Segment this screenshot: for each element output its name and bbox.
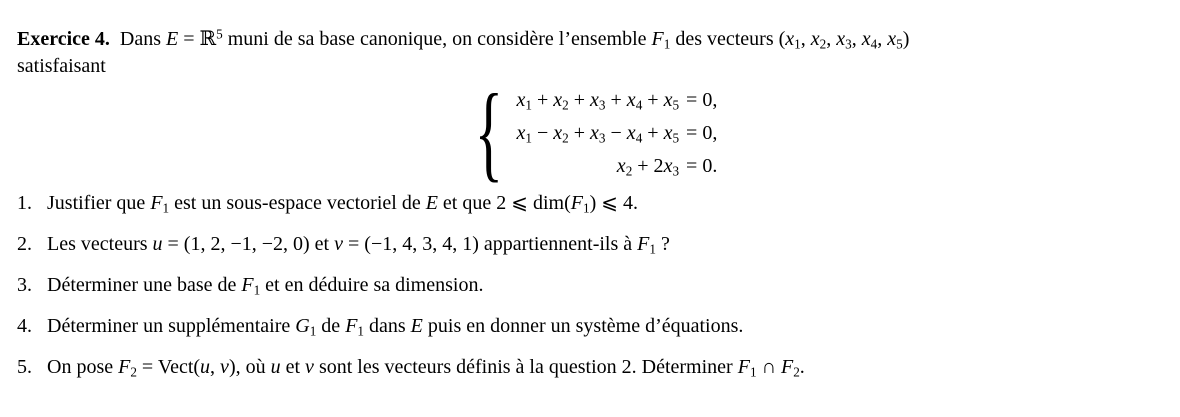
text-segment: v bbox=[220, 356, 229, 378]
text-segment: E bbox=[425, 192, 438, 214]
question-list bbox=[17, 190, 1163, 381]
text-segment: x bbox=[810, 28, 820, 50]
equation-row-3 bbox=[517, 150, 718, 183]
question-1-number: 1. bbox=[17, 192, 32, 214]
text-segment: = 0, bbox=[686, 88, 718, 111]
question-3-number: 3. bbox=[17, 274, 32, 296]
text-segment: 1 bbox=[794, 36, 801, 52]
text-segment: + bbox=[568, 88, 591, 111]
text-segment: x bbox=[626, 88, 636, 111]
text-segment: muni de sa base canonique, on considère l’ensemble bbox=[222, 28, 652, 50]
text-segment: 2 bbox=[562, 97, 569, 113]
question-1-text bbox=[47, 190, 1163, 217]
text-segment: x bbox=[553, 88, 563, 111]
text-segment: x bbox=[663, 154, 673, 177]
text-segment: 5 bbox=[672, 130, 680, 146]
text-segment: 1 bbox=[309, 323, 317, 339]
text-segment: 5 bbox=[216, 26, 223, 42]
text-segment: F bbox=[570, 192, 583, 214]
question-item-4 bbox=[17, 313, 1163, 340]
text-segment: 1 bbox=[162, 200, 170, 216]
text-segment: E bbox=[166, 28, 179, 50]
text-segment: x bbox=[516, 88, 526, 111]
text-segment: = bbox=[178, 28, 200, 50]
text-segment: F bbox=[241, 274, 254, 296]
statement-line-1 bbox=[17, 26, 1163, 53]
text-segment: x bbox=[516, 121, 526, 144]
text-segment: est un sous-espace vectoriel de bbox=[169, 192, 426, 214]
question-4-text bbox=[47, 313, 1163, 340]
equation-2-lhs bbox=[517, 117, 680, 150]
text-segment: G bbox=[295, 315, 310, 337]
text-segment: et bbox=[280, 356, 306, 378]
text-segment: 4 bbox=[635, 130, 643, 146]
text-segment: u bbox=[152, 233, 163, 255]
text-segment: de bbox=[316, 315, 346, 337]
text-segment: , bbox=[210, 356, 221, 378]
text-segment: , bbox=[851, 28, 862, 50]
system-left-brace: { bbox=[474, 73, 503, 192]
text-segment: 1 bbox=[357, 323, 364, 339]
text-segment: Déterminer une base de bbox=[47, 274, 242, 296]
text-segment: + bbox=[568, 121, 591, 144]
equation-1-rhs bbox=[679, 84, 717, 117]
text-segment: , bbox=[800, 28, 811, 50]
text-segment: 3 bbox=[672, 163, 680, 179]
text-segment: Exercice 4. bbox=[17, 28, 110, 50]
equation-row-1 bbox=[517, 84, 718, 117]
text-segment: x bbox=[836, 28, 846, 50]
text-segment: x bbox=[553, 121, 563, 144]
text-segment: 1 bbox=[253, 282, 261, 298]
text-segment: des vecteurs ( bbox=[670, 28, 786, 50]
text-segment: 1 bbox=[749, 364, 757, 380]
text-segment: = 0. bbox=[686, 154, 718, 177]
text-segment: 1 bbox=[582, 200, 590, 216]
text-segment: x bbox=[626, 121, 636, 144]
text-segment: 1 bbox=[663, 36, 671, 52]
text-segment: F bbox=[637, 233, 650, 255]
question-5-text bbox=[47, 354, 1163, 381]
text-segment: Dans bbox=[109, 28, 167, 50]
text-segment: 2 bbox=[819, 36, 827, 52]
text-segment: = 0, bbox=[686, 121, 718, 144]
text-segment: On pose bbox=[47, 356, 119, 378]
text-segment: u bbox=[200, 356, 211, 378]
text-segment: Déterminer un supplémentaire bbox=[47, 315, 296, 337]
text-segment: Justifier que bbox=[47, 192, 151, 214]
question-2-text bbox=[47, 231, 1163, 258]
question-item-1 bbox=[17, 190, 1163, 217]
equation-3-lhs bbox=[517, 150, 680, 183]
text-segment: Les vecteurs bbox=[47, 233, 153, 255]
question-3-text bbox=[47, 272, 1163, 299]
equation-row-2 bbox=[517, 117, 718, 150]
text-segment: F bbox=[150, 192, 163, 214]
text-segment: ℝ bbox=[199, 28, 217, 50]
equation-2-rhs bbox=[679, 117, 717, 150]
text-segment: + bbox=[605, 88, 627, 111]
question-item-5 bbox=[17, 354, 1163, 381]
equation-system bbox=[17, 73, 1163, 192]
text-segment: u bbox=[270, 356, 281, 378]
text-segment: + bbox=[642, 88, 664, 111]
text-segment: et en déduire sa dimension. bbox=[260, 274, 484, 296]
text-segment: x bbox=[590, 121, 599, 144]
text-segment: − bbox=[531, 121, 554, 144]
text-segment: 1 bbox=[649, 241, 656, 257]
text-segment: + bbox=[642, 121, 664, 144]
text-segment: F bbox=[651, 28, 664, 50]
question-5-number: 5. bbox=[17, 356, 32, 378]
text-segment: ) ⩽ 4. bbox=[589, 192, 638, 214]
text-segment: sont les vecteurs définis à la question 2. Déterminer bbox=[313, 356, 738, 378]
text-segment: 2 bbox=[793, 364, 800, 380]
text-segment: − bbox=[605, 121, 627, 144]
system-equations bbox=[517, 84, 718, 183]
text-segment: 3 bbox=[845, 36, 852, 52]
text-segment: = (1, 2, −1, −2, 0) et bbox=[162, 233, 335, 255]
text-segment: ) bbox=[902, 28, 910, 50]
text-segment: 3 bbox=[598, 97, 606, 113]
text-segment: ∩ bbox=[756, 356, 781, 378]
text-segment: E bbox=[410, 315, 423, 337]
text-segment: et que 2 ⩽ dim( bbox=[437, 192, 571, 214]
text-segment: = (−1, 4, 3, 4, 1) appartiennent-ils à bbox=[343, 233, 638, 255]
text-segment: 1 bbox=[525, 97, 532, 113]
text-segment: x bbox=[663, 88, 673, 111]
text-segment: x bbox=[785, 28, 795, 50]
text-segment: 4 bbox=[870, 36, 878, 52]
text-segment: x bbox=[861, 28, 871, 50]
text-segment: 1 bbox=[525, 130, 532, 146]
text-segment: 2 bbox=[625, 163, 633, 179]
text-segment: + 2 bbox=[632, 154, 664, 177]
text-segment: . bbox=[799, 356, 805, 378]
equation-1-lhs bbox=[517, 84, 680, 117]
question-2-number: 2. bbox=[17, 233, 32, 255]
text-segment: 3 bbox=[598, 130, 606, 146]
question-4-number: 4. bbox=[17, 315, 32, 337]
text-segment: F bbox=[737, 356, 750, 378]
text-segment: x bbox=[663, 121, 673, 144]
text-segment: ? bbox=[655, 233, 670, 255]
text-segment: dans bbox=[364, 315, 411, 337]
text-segment: 2 bbox=[562, 130, 569, 146]
text-segment: F bbox=[118, 356, 131, 378]
text-segment: 2 bbox=[130, 364, 137, 380]
text-segment: v bbox=[334, 233, 343, 255]
text-segment: + bbox=[531, 88, 554, 111]
text-segment: ), où bbox=[228, 356, 271, 378]
text-segment: , bbox=[877, 28, 888, 50]
text-segment: x bbox=[616, 154, 626, 177]
text-segment: , bbox=[826, 28, 837, 50]
text-segment: F bbox=[780, 356, 794, 378]
text-segment: x bbox=[590, 88, 599, 111]
question-item-2 bbox=[17, 231, 1163, 258]
text-segment: F bbox=[345, 315, 358, 337]
equation-3-rhs bbox=[679, 150, 717, 183]
text-segment: 4 bbox=[635, 97, 643, 113]
text-segment: 5 bbox=[896, 36, 903, 52]
text-segment: 5 bbox=[672, 97, 680, 113]
text-segment: = Vect( bbox=[136, 356, 201, 378]
exercise-statement bbox=[17, 26, 1163, 80]
question-item-3 bbox=[17, 272, 1163, 299]
text-segment: puis en donner un système d’équations. bbox=[422, 315, 744, 337]
text-segment: v bbox=[305, 356, 314, 378]
text-segment: x bbox=[887, 28, 897, 50]
statement-line-2: satisfaisant bbox=[17, 55, 106, 77]
